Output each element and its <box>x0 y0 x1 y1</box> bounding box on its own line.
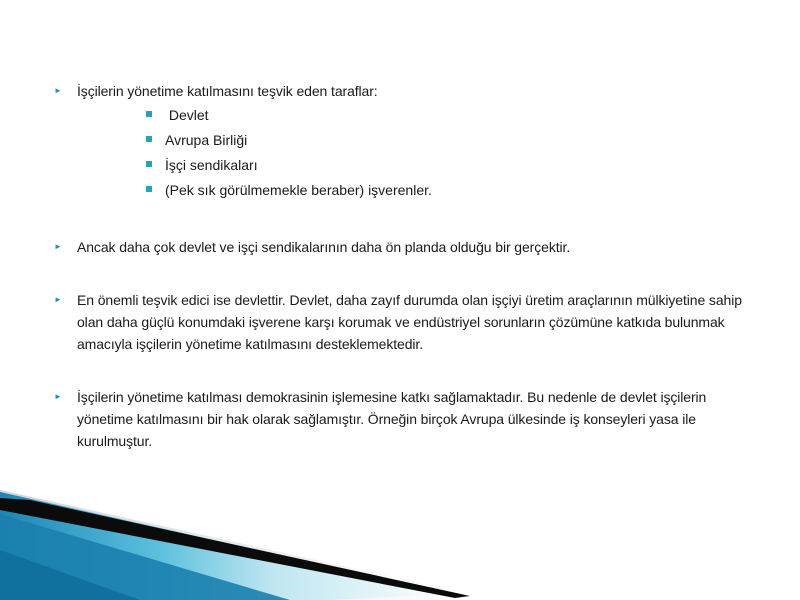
sub-item-text: İşçi sendikaları <box>165 157 258 173</box>
sub-list-item <box>146 104 432 129</box>
square-bullet-icon <box>146 136 152 142</box>
decorative-swoosh <box>0 490 800 600</box>
sub-item-text: Avrupa Birliği <box>165 132 248 148</box>
sub-item-text: Devlet <box>165 107 209 123</box>
sub-list-item <box>146 129 432 154</box>
bullet-text: İşçilerin yönetime katılmasını teşvik eden taraflar: <box>77 83 378 99</box>
sub-list-item <box>146 179 432 204</box>
bullet-item <box>54 80 754 102</box>
triangle-bullet-icon: ► <box>54 392 62 401</box>
triangle-bullet-icon: ► <box>54 242 62 251</box>
sub-list-item <box>146 154 432 179</box>
sub-item-text: (Pek sık görülmemekle beraber) işverenler. <box>165 182 432 198</box>
bullet-text: En önemli teşvik edici ise devlettir. Devlet, daha zayıf durumda olan işçiyi üretim araçlarının mülkiyetine sahip olan daha güçlü konumdaki işverene karşı korumak ve endüstriyel sorunların çözümüne katkıda bulunmak amacıyla işçilerin yönetime katılmasını desteklemektedir. <box>77 292 742 352</box>
bullet-text: İşçilerin yönetime katılması demokrasinin işlemesine katkı sağlamaktadır. Bu nedenle de devlet işçilerin yönetime katılmasını bir hak olarak sağlamıştır. Örneğin birçok Avrupa ülkesinde iş konseyleri yasa ile kurulmuştur. <box>77 389 707 449</box>
square-bullet-icon <box>146 186 152 192</box>
bullet-text: Ancak daha çok devlet ve işçi sendikalarının daha ön planda olduğu bir gerçektir. <box>77 239 571 255</box>
square-bullet-icon <box>146 111 152 117</box>
triangle-bullet-icon: ► <box>54 295 62 304</box>
bullet-item <box>54 236 754 258</box>
bullet-item <box>54 386 754 452</box>
triangle-bullet-icon: ► <box>54 86 62 95</box>
square-bullet-icon <box>146 161 152 167</box>
sub-list <box>146 104 432 204</box>
bullet-item <box>54 289 754 355</box>
